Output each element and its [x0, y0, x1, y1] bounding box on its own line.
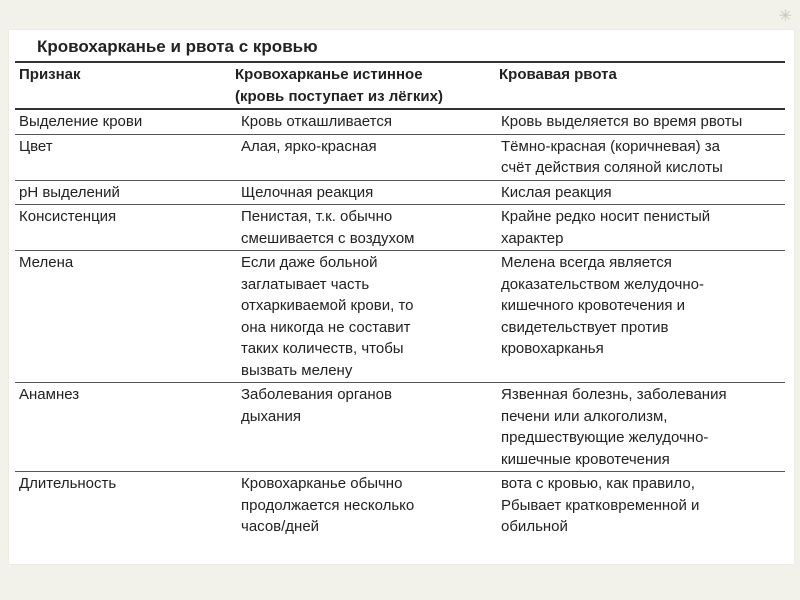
row-hemoptysis: Если даже больной заглатывает часть отхаркиваемой крови, то она никогда не составит таких количеств, чтобы вызвать мелену [231, 251, 495, 383]
slide [9, 30, 794, 564]
row-hemoptysis: Кровохарканье обычно продолжается несколько часов/дней [241, 475, 415, 535]
row-feature: Анамнез [15, 383, 231, 472]
row-feature: Мелена [15, 251, 231, 383]
table-row [15, 472, 785, 539]
header-feature: Признак [15, 62, 231, 109]
table-row [15, 251, 785, 383]
row-feature: Консистенция [15, 205, 231, 251]
row-hematemesis: Язвенная болезнь, заболевания печени или алкоголизм, предшествующие желудочно- кишечные кровотечения [495, 383, 785, 472]
row-hematemesis: вота с кровью, как правило, Рбывает кратковременной и обильной [501, 475, 700, 535]
header-hematemesis: Кровавая рвота [495, 62, 785, 109]
row-feature: Длительность [19, 475, 117, 492]
row-feature: pH выделений [15, 180, 231, 205]
row-hematemesis: Кислая реакция [495, 180, 785, 205]
slide-title: Кровохарканье и рвота с кровью [37, 37, 318, 56]
comparison-table [15, 61, 785, 539]
table-row [15, 180, 785, 205]
table-row [15, 383, 785, 472]
row-hemoptysis: Кровь откашливается [231, 109, 495, 134]
row-hemoptysis: Алая, ярко-красная [231, 134, 495, 180]
row-hemoptysis: Заболевания органов дыхания [231, 383, 495, 472]
row-hematemesis: Кровь выделяется во время рвоты [495, 109, 785, 134]
table-row [15, 205, 785, 251]
header-hemoptysis: Кровохарканье истинное (кровь поступает из лёгких) [231, 62, 495, 109]
row-hematemesis: Мелена всегда является доказательством желудочно- кишечного кровотечения и свидетельствует против кровохарканья [495, 251, 785, 383]
row-hemoptysis: Пенистая, т.к. обычно смешивается с воздухом [231, 205, 495, 251]
row-hemoptysis: Щелочная реакция [231, 180, 495, 205]
table-row [15, 134, 785, 180]
corner-decoration-icon: ✳ [778, 8, 792, 25]
row-hematemesis: Крайне редко носит пенистый характер [495, 205, 785, 251]
row-feature: Цвет [15, 134, 231, 180]
row-feature: Выделение крови [15, 109, 231, 134]
row-hematemesis: Тёмно-красная (коричневая) за счёт действия соляной кислоты [495, 134, 785, 180]
table-header-row [15, 62, 785, 109]
table-row [15, 109, 785, 134]
